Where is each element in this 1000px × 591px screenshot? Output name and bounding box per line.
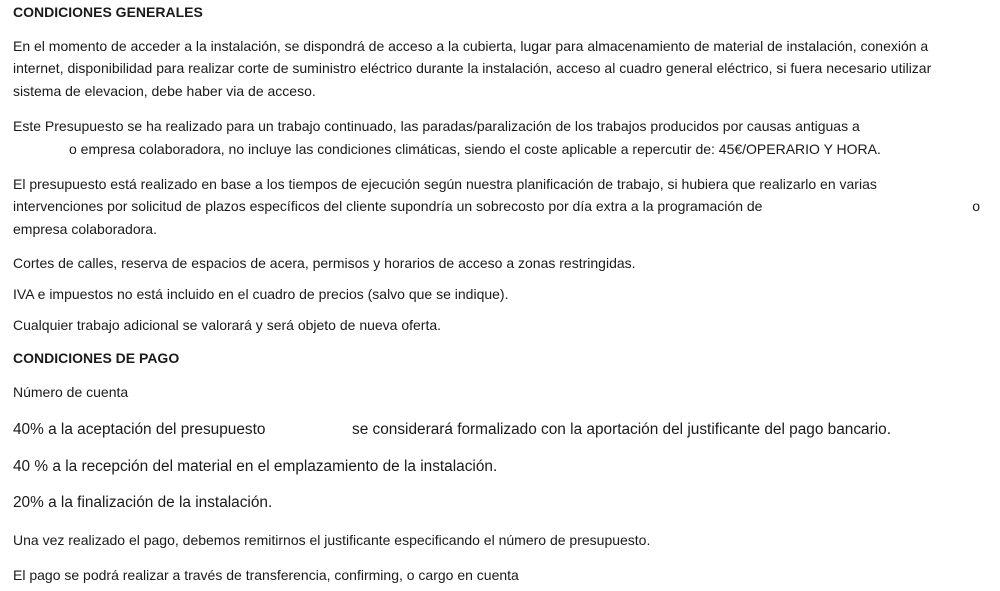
general-paragraph-6: Cualquier trabajo adicional se valorará y será objeto de nueva oferta.: [13, 317, 442, 333]
payment-item-1-text: 40% a la aceptación del presupuesto: [13, 421, 266, 438]
general-p1-line-2: internet, disponibilidad para realizar corte de suministro eléctrico durante la instalación, acceso al cuadro general eléctrico, si fuera necesario utilizar: [13, 60, 932, 76]
payment-item-1-continuation: se considerará formalizado con la aportación del justificante del pago bancario.: [352, 421, 891, 438]
general-p1-line-3: sistema de elevacion, debe haber via de acceso.: [13, 83, 316, 99]
payment-conditions-heading: CONDICIONES DE PAGO: [13, 350, 180, 366]
general-conditions-heading: CONDICIONES GENERALES: [13, 4, 203, 20]
account-number-label: Número de cuenta: [13, 384, 129, 400]
general-p3-line-2-text: intervenciones por solicitud de plazos específicos del cliente supondría un sobrecosto por día extra a la programación de: [13, 198, 763, 214]
general-p1-line-1: En el momento de acceder a la instalación, se dispondrá de acceso a la cubierta, lugar para almacenamiento de material de instalación, conexión a: [13, 38, 929, 54]
payment-note-2: El pago se podrá realizar a través de transferencia, confirming, o cargo en cuenta: [13, 567, 519, 583]
general-p2-line-1: Este Presupuesto se ha realizado para un trabajo continuado, las paradas/paralización de los trabajos producidos por causas antiguas a: [13, 118, 860, 134]
general-p3-line-3: empresa colaboradora.: [13, 221, 157, 237]
general-p2-line-2: o empresa colaboradora, no incluye las condiciones climáticas, siendo el coste aplicable a repercutir de: 45€/OPERARIO Y HORA.: [69, 141, 881, 157]
general-paragraph-5: IVA e impuestos no está incluido en el cuadro de precios (salvo que se indique).: [13, 286, 509, 302]
general-p3-line-1: El presupuesto está realizado en base a los tiempos de ejecución según nuestra planificación de trabajo, si hubiera que realizarlo en varias: [13, 176, 877, 192]
general-p3-line-2: [13, 196, 980, 216]
general-p3-line-2-end: o: [972, 198, 980, 214]
payment-note-1: Una vez realizado el pago, debemos remitirnos el justificante especificando el número de presupuesto.: [13, 532, 651, 548]
general-paragraph-4: Cortes de calles, reserva de espacios de acera, permisos y horarios de acceso a zonas restringidas.: [13, 255, 636, 271]
payment-item-2: 40 % a la recepción del material en el emplazamiento de la instalación.: [13, 458, 498, 475]
payment-item-3: 20% a la finalización de la instalación.: [13, 494, 273, 511]
